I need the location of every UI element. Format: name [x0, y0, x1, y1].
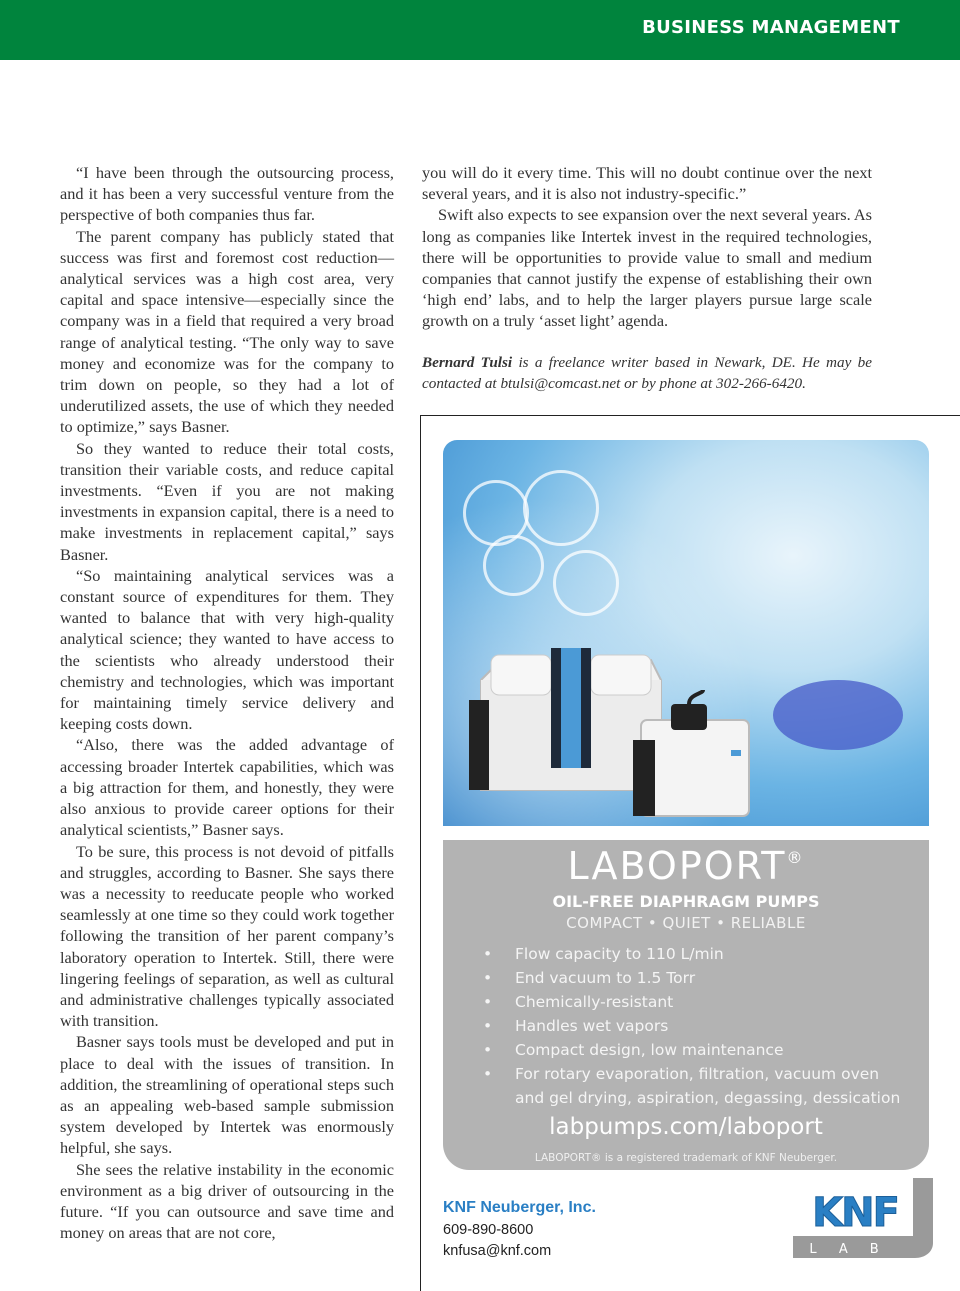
advertisement: [420, 415, 960, 1291]
logo-word: KNF: [812, 1190, 898, 1236]
feature-item: • Compact design, low maintenance: [483, 1038, 903, 1062]
feature-item: • End vacuum to 1.5 Torr: [483, 966, 903, 990]
pump-small-icon: [631, 690, 755, 820]
article-paragraph: you will do it every time. This will no doubt continue over the next several years, and it is also not industry-specific.”: [422, 163, 872, 204]
author-byline: [422, 352, 872, 394]
feature-item: • For rotary evaporation, filtration, vacuum oven and gel drying, aspiration, degassing, dessication: [483, 1062, 903, 1110]
registered-mark: ®: [786, 848, 805, 867]
article-paragraph: The parent company has publicly stated that success was first and foremost cost reduction—analytical services was a high cost area, very capital and space intensive—especially since the company was in a field that required a very broad range of analytical testing. “The only way to save money and economize was for the company to trim down on people, so they had a lot of underutilized assets, the use of which they needed to optimize,” says Basner.: [60, 226, 394, 437]
article-paragraph: She sees the relative instability in the economic environment as a big driver of outsourcing in the future. “If you can outsource and save time and money on areas that are not core,: [60, 1159, 394, 1243]
section-header-bar: [0, 0, 960, 60]
ad-tagline: COMPACT • QUIET • RELIABLE: [566, 914, 806, 932]
brand-text: LABOPORT: [567, 844, 787, 888]
ad-email-link[interactable]: knfusa@knf.com: [443, 1243, 552, 1259]
ad-product-photo: [443, 440, 929, 826]
article-paragraph: Basner says tools must be developed and put in place to deal with the issues of transition. In addition, the streamlining of operational steps such as an appealing web-based sample submission system developed by Intertek was enormously helpful, she says.: [60, 1032, 394, 1158]
ad-phone: 609-890-8600: [443, 1222, 534, 1238]
article-right-column: [422, 162, 872, 394]
feature-item: • Flow capacity to 110 L/min: [483, 942, 903, 966]
feature-item: • Chemically-resistant: [483, 990, 903, 1014]
article-paragraph: “Also, there was the added advantage of accessing broader Intertek capabilities, which was a big attraction for them, and honestly, they were also anxious to provide career options for their analytical scientists,” Basner says.: [60, 735, 394, 840]
ad-website-link[interactable]: labpumps.com/laboport: [549, 1114, 823, 1140]
section-title: BUSINESS MANAGEMENT: [642, 17, 900, 38]
logo-sub: LAB: [809, 1242, 901, 1257]
article-paragraph: “I have been through the outsourcing process, and it has been a very successful venture from the perspective of both companies thus far.: [60, 163, 394, 225]
knf-lab-logo-icon: [793, 1178, 933, 1258]
ad-product-line: OIL-FREE DIAPHRAGM PUMPS: [552, 892, 820, 911]
ad-info-panel: [443, 840, 929, 1170]
article-paragraph: So they wanted to reduce their total costs, transition their variable costs, and reduce capital investments. “Even if you are not making investments in expansion capital, there is a need to make investments in replacement capital,” says Basner.: [60, 438, 394, 564]
article-paragraph: Swift also expects to see expansion over the next several years. As long as companies like Intertek invest in the required technologies, there will be opportunities to provide value to small and medium companies that cannot justify the expense of establishing their own ‘high end’ labs, and to help the larger players pursue large scale growth on a truly ‘asset light’ agenda.: [422, 205, 872, 331]
ad-feature-list: [483, 942, 903, 1110]
ad-company-name: KNF Neuberger, Inc.: [443, 1199, 596, 1216]
article-left-column: [60, 162, 394, 1243]
article-paragraph: To be sure, this process is not devoid of pitfalls and struggles, according to Basner. She says there was a necessity to reeducate people who worked seamlessly at one time so they could work together following the transition of her parent company’s laboratory operation to Intertek. Still, there were lingering feelings of separation, as well as cultural and administrative challenges typically associated with transition.: [60, 841, 394, 1031]
author-bio: is a freelance writer based in Newark, DE. He may be contacted at btulsi@comcast.net or by phone at 302-266-6420.: [422, 353, 873, 392]
author-name: Bernard Tulsi: [422, 353, 513, 371]
ad-brand-name: [443, 844, 929, 888]
ad-trademark-note: LABOPORT® is a registered trademark of KNF Neuberger.: [534, 1152, 838, 1164]
feature-item: • Handles wet vapors: [483, 1014, 903, 1038]
article-paragraph: “So maintaining analytical services was a constant source of expenditures for them. They wanted to balance that with very high-quality analytical science; they wanted to have access to the scientists who already understood their chemistry and technologies, which was important for maintaining timely service delivery and keeping costs down.: [60, 565, 394, 734]
